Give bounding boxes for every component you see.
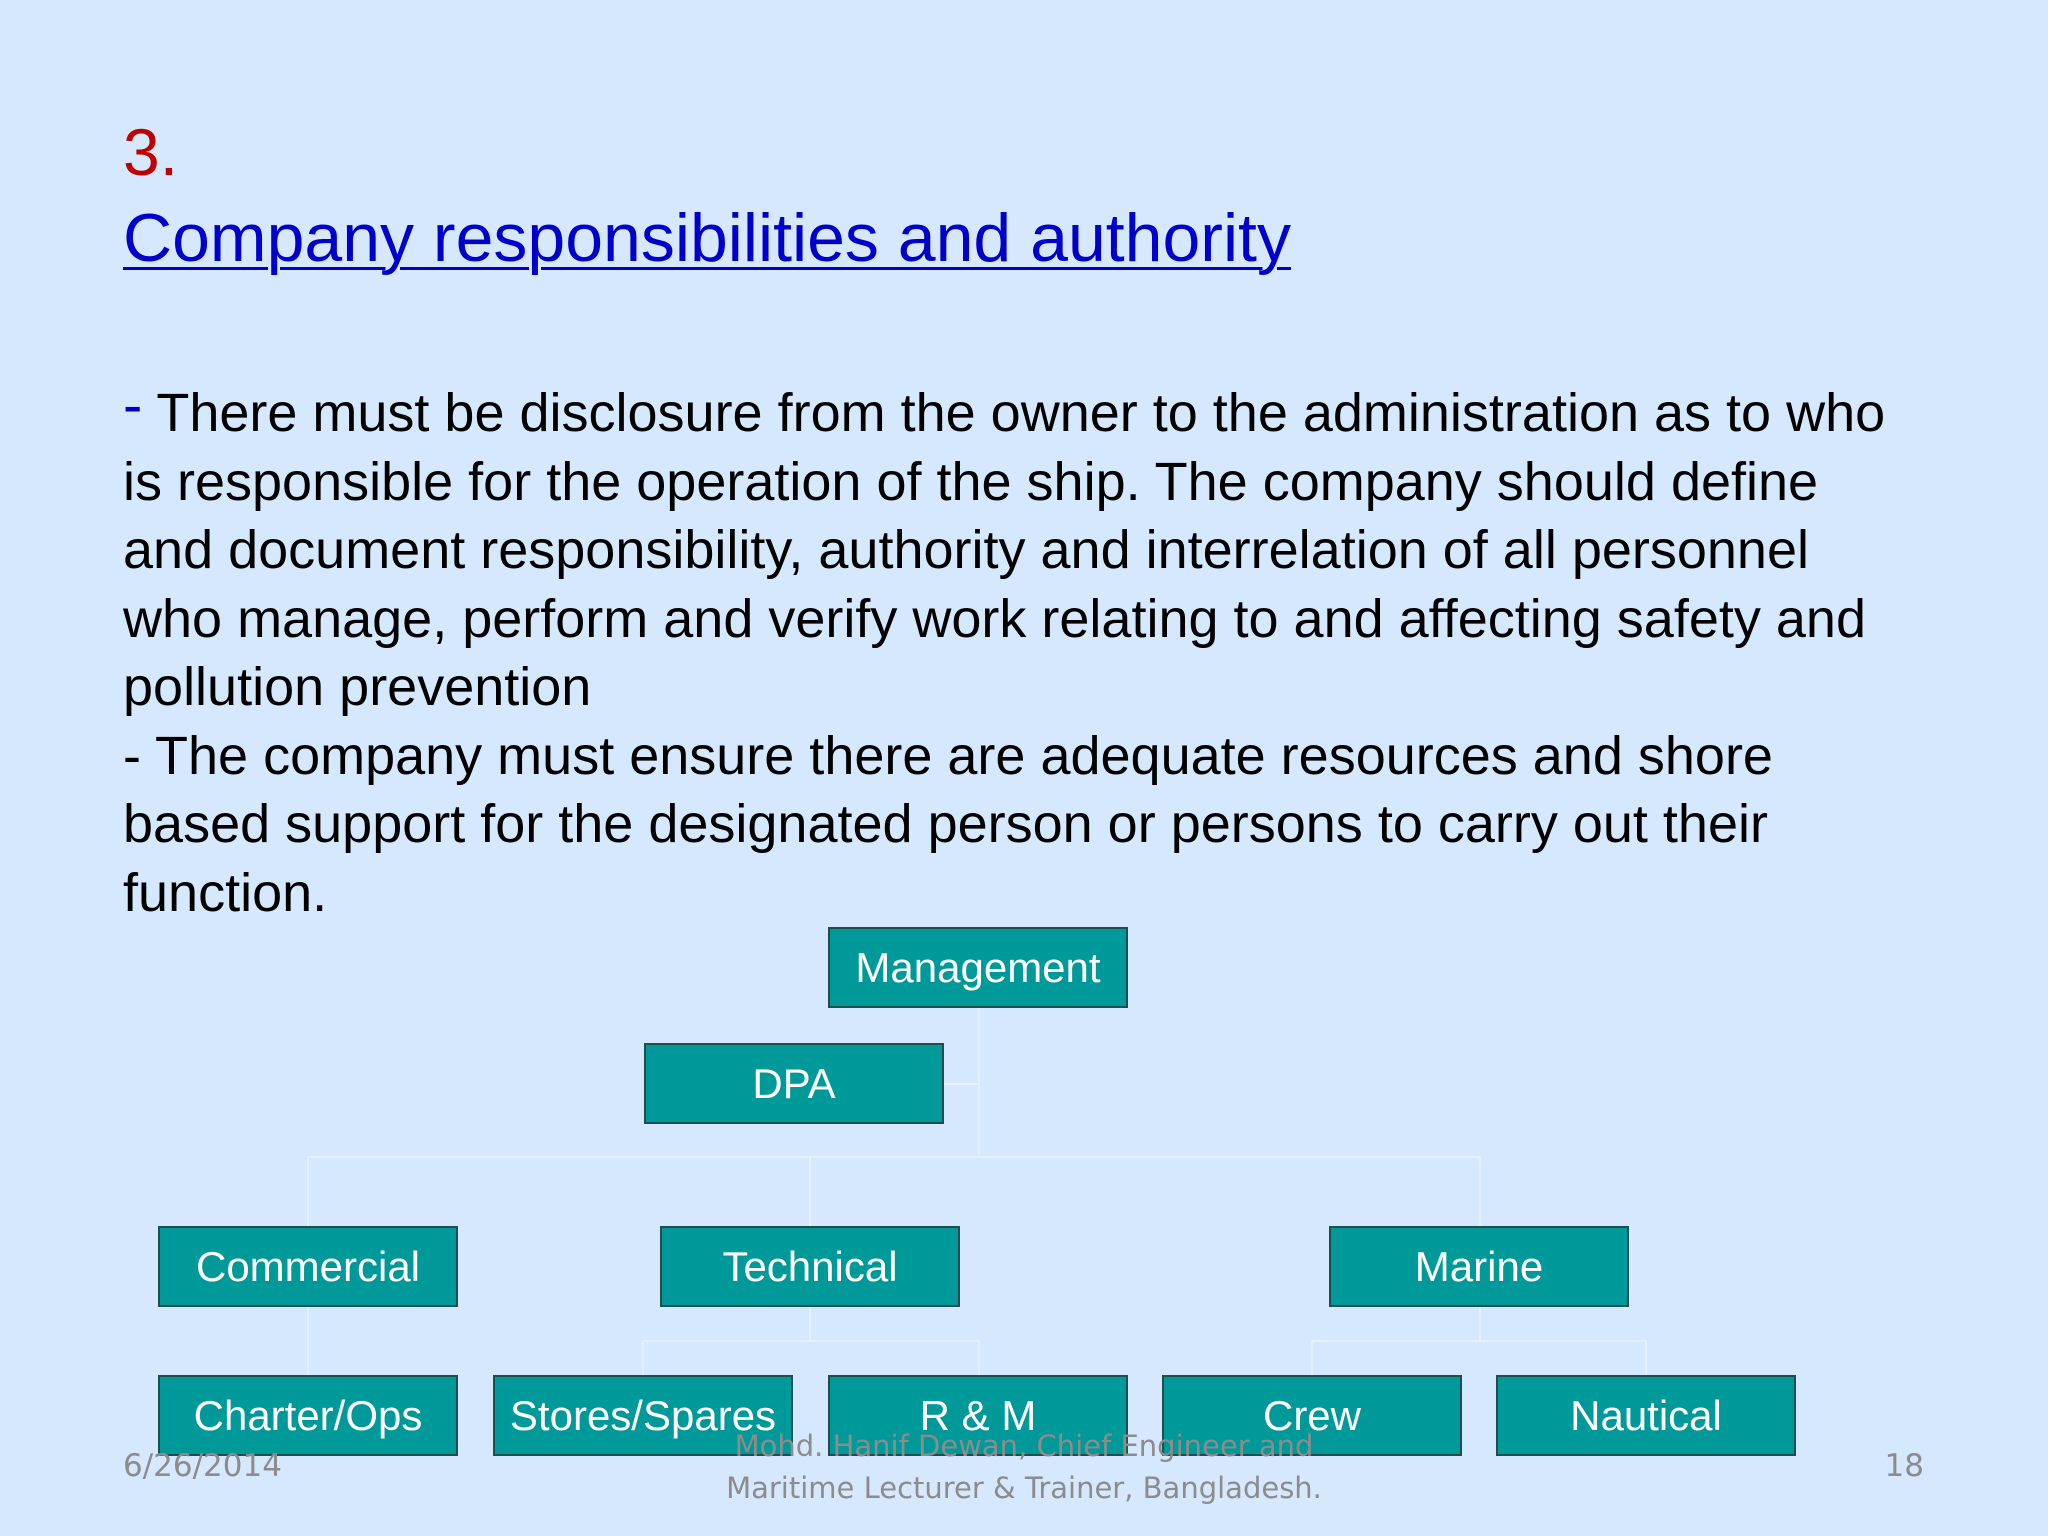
page-number: 18 [1884, 1448, 1924, 1484]
footer-date: 6/26/2014 [123, 1448, 282, 1484]
node-r-and-m: R & M [828, 1375, 1128, 1456]
footer-author-line-2: Maritime Lecturer & Trainer, Bangladesh. [726, 1471, 1322, 1505]
node-dpa: DPA [644, 1043, 944, 1124]
node-nautical: Nautical [1496, 1375, 1796, 1456]
paragraph-2: - The company must ensure there are adequate resources and shore based support for the designated person or persons to carry out their function. [123, 725, 1773, 923]
section-number: 3. [123, 115, 179, 189]
bullet-dash: - [123, 373, 143, 438]
node-commercial: Commercial [158, 1226, 458, 1307]
node-management: Management [828, 927, 1128, 1008]
paragraph-1-text: There must be disclosure from the owner to the administration as to who is responsible for the operation of the ship. The company should define and document responsibility, authority and interrelation of all personnel who manage, perform and verify work relating to and affecting safety and pollution prevention [123, 383, 1886, 717]
slide-title[interactable]: Company responsibilities and authority [123, 200, 1291, 276]
node-technical: Technical [660, 1226, 960, 1307]
node-stores-spares: Stores/Spares [493, 1375, 793, 1456]
node-charter-ops: Charter/Ops [158, 1375, 458, 1456]
node-crew: Crew [1162, 1375, 1462, 1456]
footer-author [624, 1425, 1424, 1509]
footer-author-line-1: Mohd. Hanif Dewan, Chief Engineer and [734, 1429, 1314, 1463]
node-marine: Marine [1329, 1226, 1629, 1307]
